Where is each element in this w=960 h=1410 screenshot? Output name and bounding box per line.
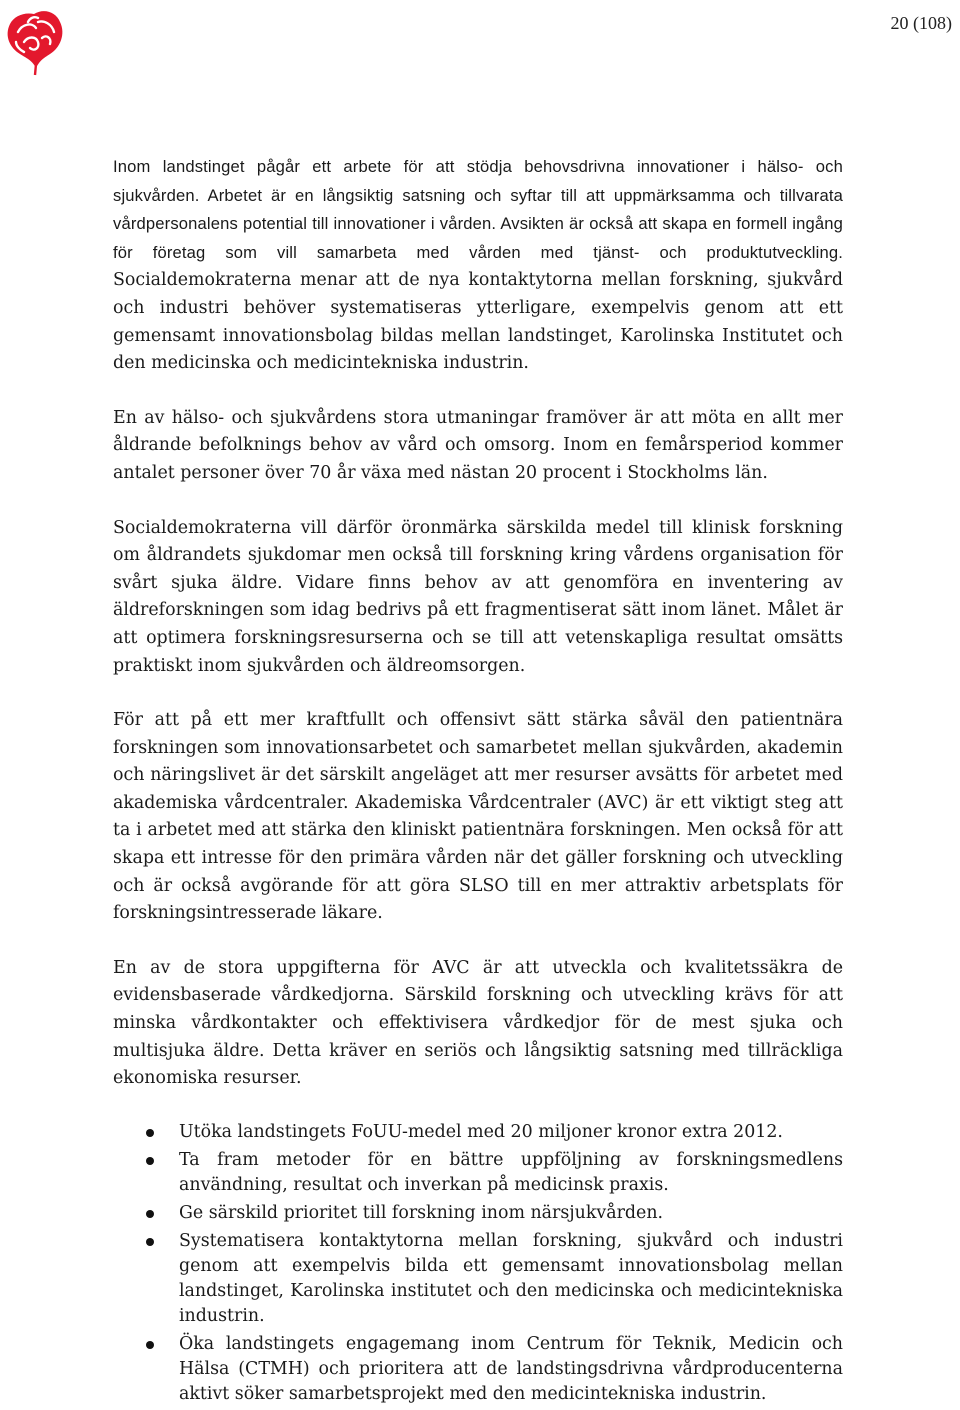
list-item [113,1120,843,1145]
paragraph-elderly-research: Socialdemokraterna vill därför öronmärka särskilda medel till klinisk forskning om åldrandets sjukdomar men också till forskning kring vårdens organisation för svårt sjuka äldre. Vidare finns behov av att genomföra en inventering av äldreforskningen som idag bedrivs på ett fragmentiserat sätt inom länet. Målet är att optimera forskningsresurserna och se till att vetenskapliga resultat omsätts praktiskt inom sjukvården och äldreomsorgen. [113,517,843,676]
list-item-text: Utöka landstingets FoUU-medel med 20 miljoner kronor extra 2012. [179,1121,783,1142]
list-item-text: Systematisera kontaktytorna mellan forskning, sjukvård och industri genom att exempelvis bilda ett gemensamt innovationsbolag mellan landstinget, Karolinska institutet och den medicinska och medicintekniska industrin. [179,1230,843,1326]
bullet-icon [146,1129,154,1137]
bullet-icon [146,1341,154,1349]
paragraph-innovation-sans-text: Inom landstinget pågår ett arbete för att stödja behovsdrivna innovationer i hälso- och sjukvården. Arbetet är en långsiktig satsning och syftar till att uppmärksamma och tillvarata vårdpersonalens potential till innovationer i vården. Avsikten är också att skapa en formell ingång för företag som vill samarbeta med vården med tjänst- och produktutveckling. [113,157,843,262]
page-number: 20 (108) [890,13,952,33]
bullet-icon [146,1157,154,1165]
list-item-text: Ta fram metoder för en bättre uppföljning av forskningsmedlens användning, resultat och inverkan på medicinsk praxis. [179,1149,843,1195]
paragraph-innovation-serif-text: Socialdemokraterna menar att de nya kontaktytorna mellan forskning, sjukvård och industri behöver systematiseras ytterligare, exempelvis genom att ett gemensamt innovationsbolag bildas mellan landstinget, Karolinska Institutet och den medicinska och medicintekniska industrin. [113,270,843,374]
paragraph-innovation [113,153,843,378]
list-item [113,1332,843,1407]
bullet-icon [146,1238,154,1246]
bullet-icon [146,1210,154,1218]
document-body [113,153,843,1410]
list-item [113,1201,843,1226]
list-item-text: Ge särskild prioritet till forskning inom närsjukvården. [179,1202,664,1223]
rose-logo-icon [4,8,68,76]
proposal-list [113,1120,843,1407]
paragraph-academic-health-centers: För att på ett mer kraftfullt och offensivt sätt stärka såväl den patientnära forskningen som innovationsarbetet och samarbetet mellan sjukvården, akademin och näringslivet är det särskilt angeläget att mer resurser avsätts för arbetet med akademiska vårdcentraler. Akademiska Vårdcentraler (AVC) är ett viktigt steg att ta i arbetet med att stärka den kliniskt patientnära forskningen. Men också för att skapa ett intresse för den primära vården när det gäller forskning och utveckling och är också avgörande för att göra SLSO till en mer attraktiv arbetsplats för forskningsintresserade läkare. [113,710,843,924]
paragraph-avc-tasks: En av de stora uppgifterna för AVC är att utveckla och kvalitetssäkra de evidensbaserade vårdkedjorna. Särskild forskning och utveckling krävs för att minska vårdkontakter och effektivisera vårdkedjor för de mest sjuka och multisjuka äldre. Detta kräver en seriös och långsiktig satsning med tillräckliga ekonomiska resurser. [113,957,843,1089]
list-item [113,1148,843,1198]
list-item [113,1229,843,1329]
list-item-text: Öka landstingets engagemang inom Centrum för Teknik, Medicin och Hälsa (CTMH) och prioritera att de landstingsdrivna vårdproducenterna aktivt söker samarbetsprojekt med den medicintekniska industrin. [179,1333,843,1404]
paragraph-aging-population: En av hälso- och sjukvårdens stora utmaningar framöver är att möta en allt mer åldrande befolknings behov av vård och omsorg. Inom en femårsperiod kommer antalet personer över 70 år växa med nästan 20 procent i Stockholms län. [113,407,843,483]
